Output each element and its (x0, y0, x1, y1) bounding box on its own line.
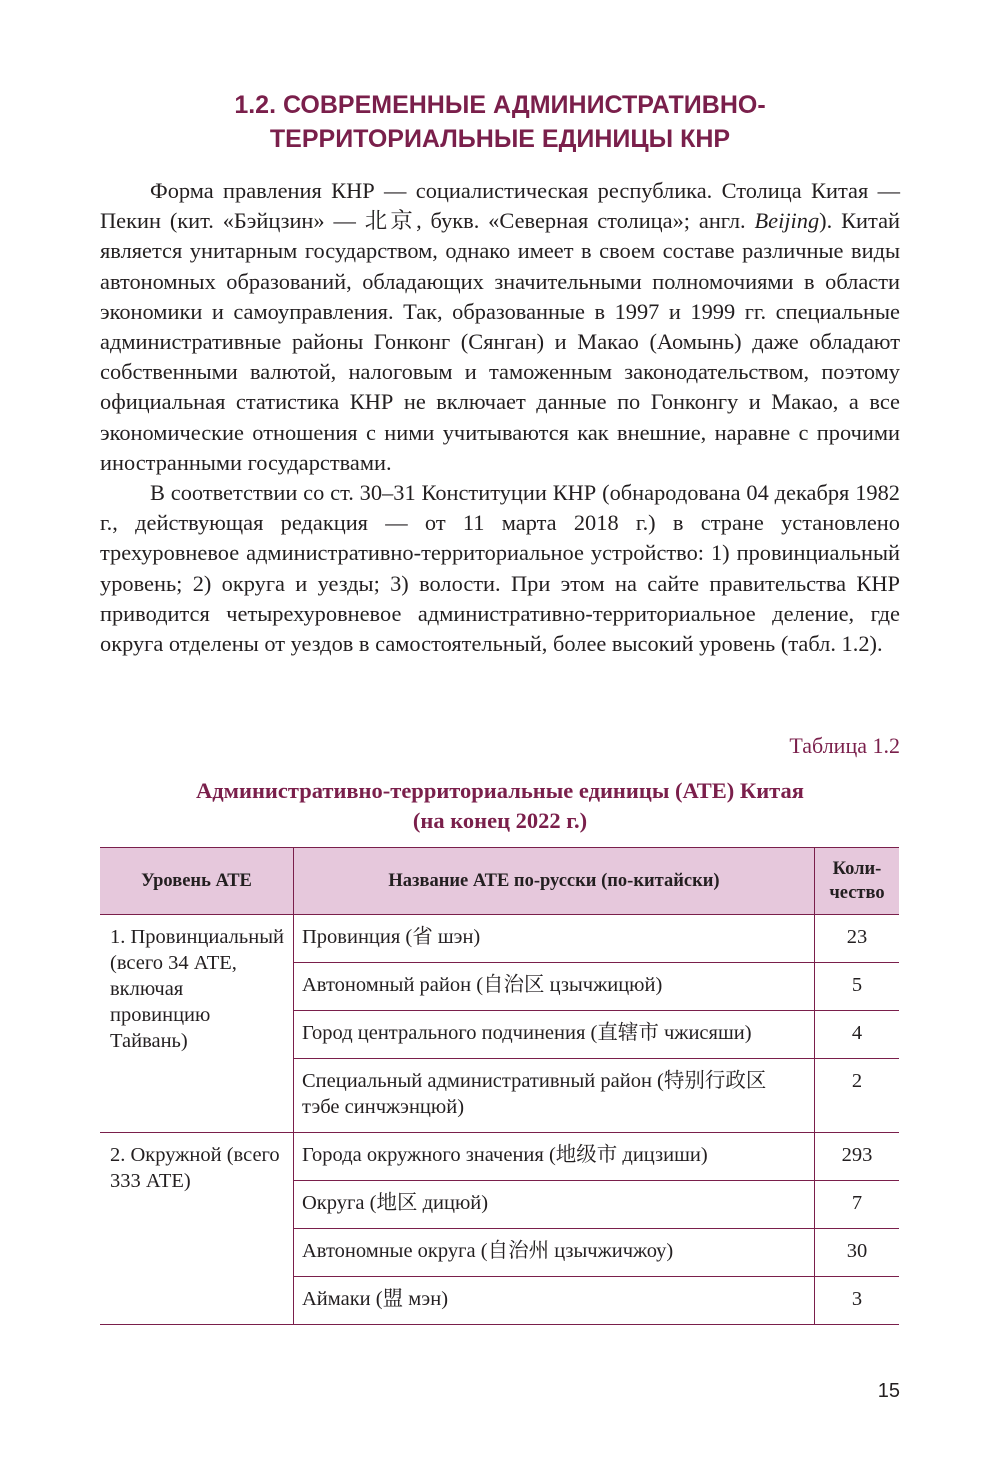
header-level: Уровень АТЕ (100, 848, 294, 915)
count-cell: 7 (815, 1181, 900, 1229)
body-text (100, 176, 900, 659)
name-cell: Округа (地区 дицюй) (294, 1181, 815, 1229)
name-cell: Города окружного значения (地级市 дицзиши) (294, 1133, 815, 1181)
section-heading (100, 88, 900, 156)
name-cell: Автономный район (自治区 цзычжицюй) (294, 963, 815, 1011)
table-header-row (100, 848, 899, 915)
header-name: Название АТЕ по-русски (по-китайски) (294, 848, 815, 915)
table-row (100, 1133, 899, 1181)
paragraph-2: В соответствии со ст. 30–31 Конституции КНР (обнародована 04 декабря 1982 г., действующая редакция — от 11 марта 2018 г.) в стране установлено трехуровневое административно-территориальное устройство: 1) провинциальный уровень; 2) округа и уезды; 3) волости. При этом на сайте правительства КНР приводится четырехуровневое административно-территориальное деление, где округа отделены от уездов в самостоятельный, более высокий уровень (табл. 1.2). (100, 480, 900, 657)
count-cell: 293 (815, 1133, 900, 1181)
count-cell: 23 (815, 915, 900, 963)
name-cell: Специальный административный район (特别行政区 тэбе синчжэнцюй) (294, 1059, 815, 1133)
count-cell: 4 (815, 1011, 900, 1059)
name-cell: Аймаки (盟 мэн) (294, 1277, 815, 1325)
level-cell: 2. Окружной (всего 333 АТЕ) (100, 1133, 294, 1325)
section-heading-line1: 1.2. СОВРЕМЕННЫЕ АДМИНИСТРАТИВНО- (234, 91, 766, 119)
count-cell: 2 (815, 1059, 900, 1133)
header-count: Коли- чество (815, 848, 900, 915)
page-number: 15 (877, 1380, 900, 1402)
paragraph-1-italic: Beijing (754, 208, 820, 234)
paragraph-1-part1: Форма правления КНР — социалистическая республика. Столица Китая — Пекин (кит. «Бэйцзин» — 北京, букв. «Северная столица»; англ. (100, 178, 900, 234)
table-title (100, 776, 900, 836)
table-number: Таблица 1.2 (789, 733, 900, 758)
table-title-line1: Административно-территориальные единицы (АТЕ) Китая (196, 778, 804, 803)
name-cell: Город центрального подчинения (直辖市 чжисяши) (294, 1011, 815, 1059)
count-cell: 3 (815, 1277, 900, 1325)
name-cell: Автономные округа (自治州 цзычжичжоу) (294, 1229, 815, 1277)
level-cell: 1. Провинциальный (всего 34 АТЕ, включая провинцию Тайвань) (100, 915, 294, 1133)
table-title-line2: (на конец 2022 г.) (412, 808, 588, 833)
table-row (100, 915, 899, 963)
paragraph-1-part2: ). Китай является унитарным государством, однако имеет в своем составе различные виды автономных образований, обладающих значительными полномочиями в области экономики и самоуправления. Так, образованные в 1997 и 1999 гг. специальные административные районы Гонконг (Сянган) и Макао (Аомынь) даже обладают собственными валютой, налоговым и таможенным законодательством, поэтому официальная статистика КНР не включает данные по Гонконгу и Макао, а все экономические отношения с ними учитываются как внешние, наравне с прочими иностранными государствами. (100, 208, 900, 475)
count-cell: 5 (815, 963, 900, 1011)
section-heading-line2: ТЕРРИТОРИАЛЬНЫЕ ЕДИНИЦЫ КНР (269, 125, 731, 153)
count-cell: 30 (815, 1229, 900, 1277)
paragraph-1 (100, 176, 900, 478)
name-cell: Провинция (省 шэн) (294, 915, 815, 963)
ate-table (100, 847, 899, 1325)
